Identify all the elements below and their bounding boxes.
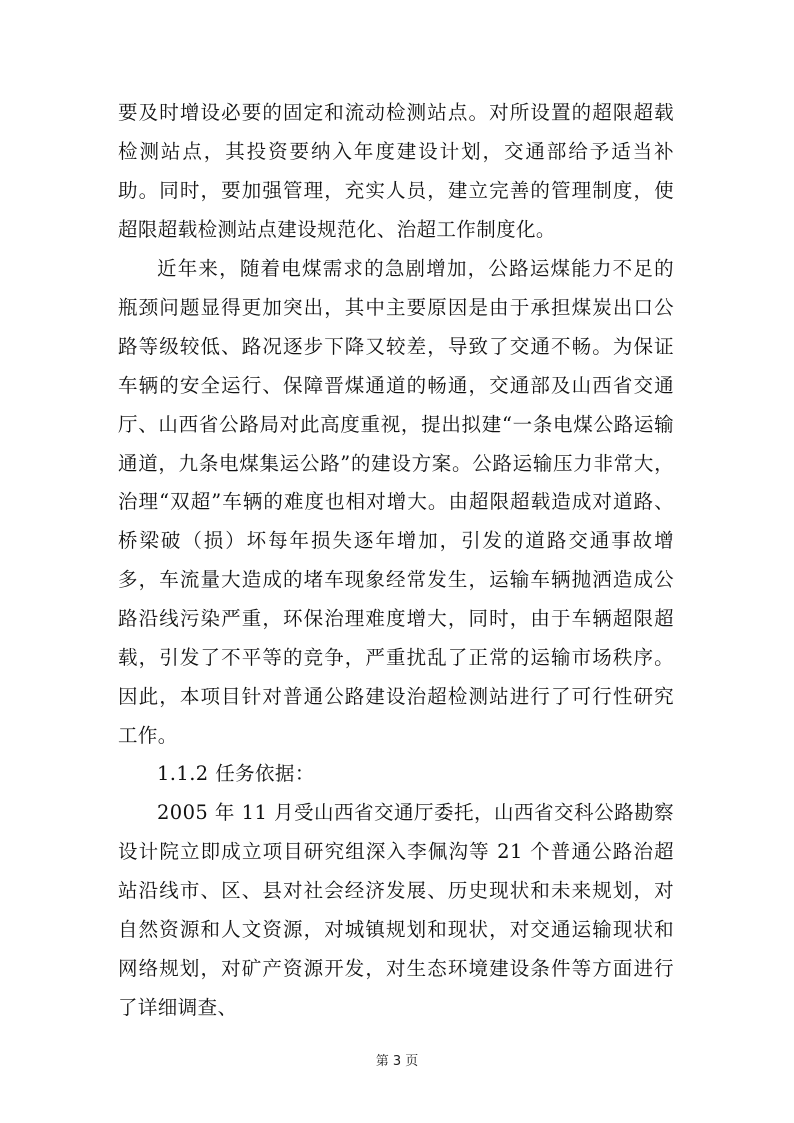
section-heading: 1.1.2 任务依据： [157, 762, 315, 785]
paragraph-task-basis: 2005 年 11 月受山西省交通厅委托，山西省交科公路勘察设计院立即成立项目研究组深入李佩沟等 21 个普通公路治超站沿线市、区、县对社会经济发展、历史现状和未来规划，对自然资源和人文资源，对城镇规划和现状，对交通运输现状和网络规划，对矿产资源开发，对生态环境建设条件等方面进行了详细调查、 [118, 801, 674, 1019]
page-number: 第 3 页 [375, 1054, 419, 1069]
paragraph-background: 近年来，随着电煤需求的急剧增加，公路运煤能力不足的瓶颈问题显得更加突出，其中主要原因是由于承担煤炭出口公路等级较低、路况逐步下降又较差，导致了交通不畅。为保证车辆的安全运行、保障晋煤通道的畅通，交通部及山西省交通厅、山西省公路局对此高度重视，提出拟建“一条电煤公路运输通道，九条电煤集运公路”的建设方案。公路运输压力非常大，治理“双超”车辆的难度也相对增大。由超限超载造成对道路、桥梁破（损）坏每年损失逐年增加，引发的道路交通事故增多，车流量大造成的堵车现象经常发生，运输车辆抛洒造成公路沿线污染严重，环保治理难度增大，同时，由于车辆超限超载，引发了不平等的竞争，严重扰乱了正常的运输市场秩序。因此，本项目针对普通公路建设治超检测站进行了可行性研究工作。 [118, 257, 674, 747]
paragraph-continuation: 要及时增设必要的固定和流动检测站点。对所设置的超限超载检测站点，其投资要纳入年度建设计划，交通部给予适当补助。同时，要加强管理，充实人员，建立完善的管理制度，使超限超载检测站点建设规范化、治超工作制度化。 [118, 101, 674, 241]
